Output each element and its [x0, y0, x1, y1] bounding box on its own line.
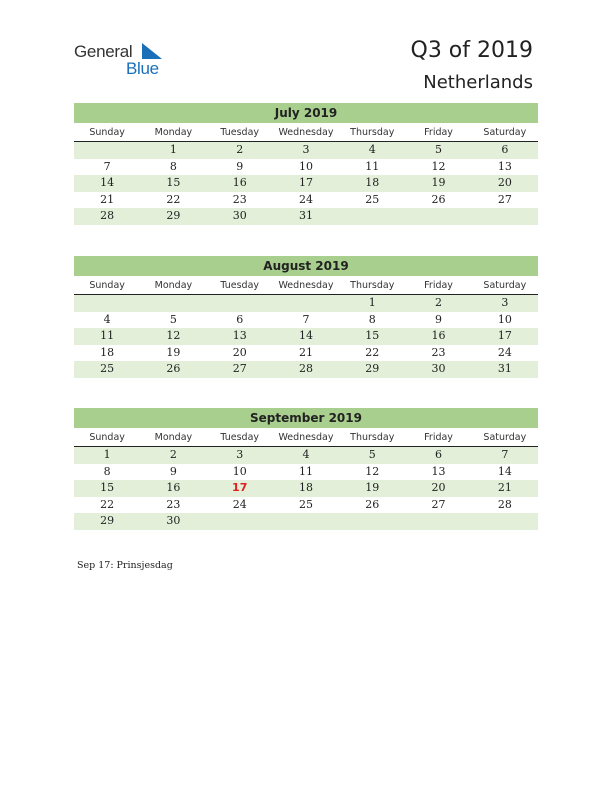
- date-cell: 4: [368, 143, 376, 156]
- date-cell: 22: [100, 497, 115, 511]
- date-cell: 10: [497, 312, 512, 326]
- date-cell: 1: [368, 296, 376, 309]
- logo-triangle-icon: [142, 43, 162, 59]
- week-row: [74, 295, 538, 312]
- weekday-header-row: [74, 278, 538, 295]
- date-cell: 14: [497, 464, 512, 478]
- date-cell: 5: [435, 143, 443, 156]
- date-cell: 7: [302, 312, 310, 326]
- date-cell: 3: [236, 448, 244, 461]
- date-cell: 26: [431, 192, 446, 206]
- date-cell: 5: [368, 448, 376, 461]
- date-cell: 16: [232, 176, 247, 189]
- date-cell: 30: [232, 209, 247, 222]
- month-july: [74, 103, 538, 225]
- week-row: [74, 464, 538, 481]
- week-row: [74, 208, 538, 225]
- week-row: [74, 142, 538, 159]
- date-cell: 15: [166, 176, 181, 189]
- date-cell: 29: [365, 362, 380, 375]
- date-cell: 20: [232, 345, 247, 359]
- date-cell: 23: [431, 345, 446, 359]
- date-cell: 11: [365, 159, 380, 173]
- date-cell: 6: [501, 143, 509, 156]
- date-cell: 6: [236, 312, 244, 326]
- weekday-label: Friday: [424, 280, 453, 291]
- date-cell: 28: [100, 209, 115, 222]
- weekday-label: Saturday: [483, 432, 527, 443]
- week-row: [74, 480, 538, 497]
- date-cell: 22: [365, 345, 380, 359]
- month-title: July 2019: [74, 103, 538, 123]
- logo-word-blue: Blue: [126, 59, 159, 78]
- date-cell: 10: [232, 464, 247, 478]
- date-cell: 4: [302, 448, 310, 461]
- weekday-label: Thursday: [350, 280, 395, 291]
- logo: [74, 42, 174, 78]
- date-cell: [140, 295, 206, 312]
- date-cell: 12: [166, 329, 181, 342]
- date-cell: 7: [501, 448, 509, 461]
- holiday-note: Sep 17: Prinsjesdag: [77, 560, 173, 571]
- weekday-label: Sunday: [89, 432, 125, 443]
- weekday-label: Tuesday: [220, 280, 260, 291]
- week-row: [74, 312, 538, 329]
- date-cell: 17: [497, 329, 512, 342]
- date-cell: [273, 513, 339, 530]
- date-cell: [472, 208, 538, 225]
- weekday-label: Monday: [154, 127, 193, 138]
- date-cell: 1: [103, 448, 111, 461]
- date-cell: [405, 513, 471, 530]
- date-cell: 20: [431, 481, 446, 494]
- date-cell: 28: [298, 362, 313, 375]
- date-cell: 13: [232, 329, 247, 342]
- week-row: [74, 159, 538, 176]
- date-cell: 9: [236, 159, 244, 173]
- date-cell: 8: [368, 312, 376, 326]
- date-cell: 18: [365, 176, 380, 189]
- date-cell: 2: [236, 143, 244, 156]
- weekday-label: Saturday: [483, 280, 527, 291]
- date-cell: 26: [365, 497, 380, 511]
- date-cell: 4: [103, 312, 111, 326]
- date-cell: 13: [431, 464, 446, 478]
- weeks: [74, 295, 538, 378]
- date-cell: 7: [103, 159, 111, 173]
- week-row: [74, 361, 538, 378]
- date-cell: 19: [166, 345, 181, 359]
- logo-word-general: General: [74, 42, 133, 61]
- date-cell: [405, 208, 471, 225]
- week-row: [74, 328, 538, 345]
- week-row: [74, 345, 538, 362]
- date-cell: 30: [166, 514, 181, 527]
- page-title: Q3 of 2019: [410, 38, 533, 63]
- week-row: [74, 447, 538, 464]
- date-cell: [339, 208, 405, 225]
- date-cell: 21: [298, 345, 313, 359]
- weekday-label: Wednesday: [278, 432, 334, 443]
- date-cell: 27: [431, 497, 446, 511]
- date-cell: 23: [232, 192, 247, 206]
- date-cell: 21: [497, 481, 512, 494]
- date-cell: 19: [365, 481, 380, 494]
- date-cell: 8: [169, 159, 177, 173]
- weekday-label: Thursday: [350, 127, 395, 138]
- date-cell: [74, 142, 140, 159]
- weekday-label: Sunday: [89, 127, 125, 138]
- date-cell: 5: [169, 312, 177, 326]
- date-cell: 6: [435, 448, 443, 461]
- weekday-label: Wednesday: [278, 280, 334, 291]
- date-cell: 24: [232, 497, 247, 511]
- weekday-label: Tuesday: [220, 127, 260, 138]
- date-cell: 11: [100, 329, 115, 342]
- week-row: [74, 497, 538, 514]
- weekday-header-row: [74, 125, 538, 142]
- date-cell: 24: [497, 345, 512, 359]
- date-cell: [273, 295, 339, 312]
- date-cell: 14: [100, 176, 115, 189]
- date-cell: [472, 513, 538, 530]
- weekday-header-row: [74, 430, 538, 447]
- date-cell: 24: [298, 192, 313, 206]
- month-title: September 2019: [74, 408, 538, 428]
- date-cell: 27: [497, 192, 512, 206]
- date-cell: 30: [431, 362, 446, 375]
- week-row: [74, 175, 538, 192]
- date-cell: 15: [100, 481, 115, 494]
- date-cell: 29: [100, 514, 115, 527]
- date-cell: 18: [100, 345, 115, 359]
- date-cell: 18: [298, 481, 313, 494]
- date-cell: 13: [497, 159, 512, 173]
- weekday-label: Thursday: [350, 432, 395, 443]
- date-cell: [207, 295, 273, 312]
- date-cell: [339, 513, 405, 530]
- date-cell: 27: [232, 362, 247, 375]
- weeks: [74, 142, 538, 225]
- date-cell: 21: [100, 192, 115, 206]
- date-cell: 9: [435, 312, 443, 326]
- month-august: [74, 256, 538, 378]
- date-cell: 19: [431, 176, 446, 189]
- weekday-label: Saturday: [483, 127, 527, 138]
- weekday-label: Monday: [154, 280, 193, 291]
- page-subtitle: Netherlands: [423, 72, 533, 93]
- weekday-label: Monday: [154, 432, 193, 443]
- date-cell: 16: [431, 329, 446, 342]
- date-cell: 3: [501, 296, 509, 309]
- date-cell: 16: [166, 481, 181, 494]
- date-cell: 14: [298, 329, 313, 342]
- date-cell: 29: [166, 209, 181, 222]
- date-cell: 17: [298, 176, 313, 189]
- date-cell: 23: [166, 497, 181, 511]
- date-cell: 15: [365, 329, 380, 342]
- date-cell: 31: [298, 209, 313, 222]
- date-cell: 11: [298, 464, 313, 478]
- date-cell: 10: [298, 159, 313, 173]
- date-cell: 12: [431, 159, 446, 173]
- date-cell: 31: [497, 362, 512, 375]
- date-cell: 26: [166, 362, 181, 375]
- date-cell: 25: [365, 192, 380, 206]
- date-cell: 25: [100, 362, 115, 375]
- week-row: [74, 192, 538, 209]
- month-title: August 2019: [74, 256, 538, 276]
- weekday-label: Friday: [424, 127, 453, 138]
- month-september: [74, 408, 538, 530]
- weeks: [74, 447, 538, 530]
- date-cell: [74, 295, 140, 312]
- date-cell: 22: [166, 192, 181, 206]
- date-cell: 8: [103, 464, 111, 478]
- weekday-label: Wednesday: [278, 127, 334, 138]
- weekday-label: Friday: [424, 432, 453, 443]
- date-cell: 2: [169, 448, 177, 461]
- date-cell: [207, 513, 273, 530]
- date-cell: 2: [435, 296, 443, 309]
- date-cell: 20: [497, 176, 512, 189]
- week-row: [74, 513, 538, 530]
- date-cell: 9: [169, 464, 177, 478]
- date-cell: 25: [298, 497, 313, 511]
- date-cell: 28: [497, 497, 512, 511]
- holiday-date-cell: 17: [232, 481, 248, 494]
- date-cell: 1: [169, 143, 177, 156]
- weekday-label: Sunday: [89, 280, 125, 291]
- date-cell: 12: [365, 464, 380, 478]
- weekday-label: Tuesday: [220, 432, 260, 443]
- date-cell: 3: [302, 143, 310, 156]
